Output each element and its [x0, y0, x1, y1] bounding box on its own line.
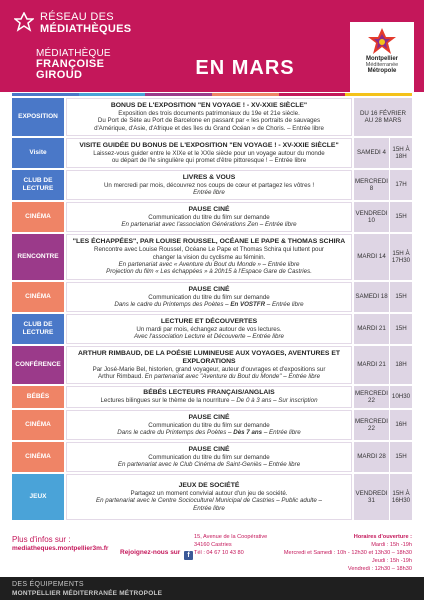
month-title: EN MARS: [170, 51, 320, 86]
event-text: En partenariat avec l'association Générations Zen – Entrée libre: [121, 221, 297, 228]
event-text: changer la vision du cyclisme au féminin.: [152, 253, 266, 261]
event-date-text: VENDREDI 31: [354, 474, 390, 520]
event-title: PAUSE CINÉ: [188, 445, 230, 453]
bottom-bar: [0, 577, 424, 600]
phone-number: Tél : 04 67 10 43 80: [194, 550, 244, 556]
event-description: [66, 98, 352, 136]
event-row: [12, 474, 412, 520]
event-text: Partagez un moment convivial autour d'un jeu de société.: [130, 490, 288, 498]
event-date-text: MERCREDI 22: [354, 386, 390, 408]
event-title: BONUS DE L'EXPOSITION "EN VOYAGE ! - XV-XXIE SIÈCLE": [110, 102, 308, 110]
event-row: [12, 234, 412, 280]
event-title: LIVRES & VOUS: [182, 173, 236, 181]
event-description: [66, 474, 352, 520]
event-date: [354, 410, 412, 440]
facebook-icon[interactable]: f: [184, 551, 193, 560]
event-date-text: MARDI 21: [354, 314, 390, 344]
event-text: Arthur Rimbaud.: [97, 373, 144, 380]
event-time-text: 16H: [395, 421, 407, 429]
event-title: ARTHUR RIMBAUD, DE LA POÉSIE LUMINEUSE AUX VOYAGES, AVENTURES ET EXPLORATIONS: [77, 349, 341, 365]
event-category: RENCONTRE: [12, 234, 64, 280]
event-row: [12, 170, 412, 200]
address-line1: 15, Avenue de la Coopérative: [194, 534, 268, 540]
event-date-text: MARDI 14: [354, 234, 390, 280]
event-date-text: SAMEDI 18: [354, 282, 390, 312]
metro-logo: [350, 22, 414, 94]
event-text: Du Port de Sète au Port de Barcelone en passant par « les portraits de sauvages: [97, 117, 321, 125]
event-row: [12, 202, 412, 232]
info-block: [12, 535, 108, 553]
event-time-text: 15H À 17H30: [391, 249, 411, 264]
event-date: [354, 386, 412, 408]
address-line2: 34160 Castries: [194, 542, 232, 548]
event-category: BÉBÉS: [12, 386, 64, 408]
event-time-text: 15H: [395, 453, 407, 461]
event-text: Lectures bilingues sur le thème de la nourriture –: [100, 397, 235, 405]
event-text: Entrée libre: [193, 189, 225, 196]
event-time-text: 17H: [395, 181, 407, 189]
event-text: Avec l'association Lecture et Découverte – Entrée libre: [134, 333, 284, 340]
event-title: BÉBÉS LECTEURS FRANÇAIS/ANGLAIS: [143, 389, 275, 397]
event-category: CONFÉRENCE: [12, 346, 64, 384]
address-block: [194, 533, 267, 557]
library-name: [36, 48, 111, 81]
event-category: CINÉMA: [12, 282, 64, 312]
metro-line3: Métropole: [367, 68, 397, 74]
library-name-line2: FRANÇOISE: [36, 58, 105, 70]
opening-hours: [284, 533, 412, 573]
event-text: Entrée libre: [193, 504, 225, 512]
event-date-text: VENDREDI 10: [354, 202, 390, 232]
event-description: [66, 138, 352, 168]
event-time-text: 15H À 18H: [392, 145, 410, 160]
event-description: [66, 346, 352, 384]
metro-line1: Montpellier: [365, 56, 398, 62]
event-description: [66, 314, 352, 344]
event-row: [12, 98, 412, 136]
event-row: [12, 314, 412, 344]
event-title: PAUSE CINÉ: [188, 285, 230, 293]
event-text: Projection du film « Les échappées » à 20h15 à l'Espace Gare de Castries.: [106, 268, 312, 276]
event-description: [66, 410, 352, 440]
event-time-text: 15H: [395, 213, 407, 221]
event-date-text: DU 16 FÉVRIER AU 28 MARS: [359, 109, 407, 124]
event-text: Communication du titre du film sur demande: [148, 293, 270, 301]
event-row: [12, 410, 412, 440]
event-time-text: 15H: [395, 293, 407, 301]
event-title: PAUSE CINÉ: [188, 413, 230, 421]
event-row: [12, 386, 412, 408]
event-description: [66, 442, 352, 472]
event-date-text: MERCREDI 8: [354, 170, 390, 200]
footer-info: [12, 533, 412, 577]
library-name-line1: MÉDIATHÈQUE: [36, 48, 111, 59]
event-date: [354, 98, 412, 136]
hours-line: Vendredi : 12h30 – 18h30: [347, 566, 412, 572]
metro-star-icon: [366, 26, 398, 56]
event-category: Visite: [12, 138, 64, 168]
event-title: PAUSE CINÉ: [188, 205, 230, 213]
hours-line: Mercredi et Samedi : 10h - 12h30 et 13h30 – 18h30: [283, 550, 412, 556]
event-category: CINÉMA: [12, 442, 64, 472]
event-text: – Entrée libre: [266, 301, 304, 308]
event-category: CLUB DE LECTURE: [12, 314, 64, 344]
event-title: LECTURE ET DÉCOUVERTES: [160, 317, 258, 325]
event-date-text: MERCREDI 22: [354, 410, 390, 440]
network-title: [40, 11, 131, 35]
event-text: d'Amérique, d'Asie, d'Afrique et des îles du Grand Océan » de Choris. – Entrée libre: [94, 124, 324, 132]
event-text-bold: En VOSTFR: [230, 301, 266, 308]
info-label: Plus d'infos sur :: [12, 535, 71, 544]
event-date: [354, 170, 412, 200]
event-category: CLUB DE LECTURE: [12, 170, 64, 200]
event-description: [66, 170, 352, 200]
event-time-text: 10H30: [391, 393, 411, 401]
event-text: ou départ de l'le singulière qui promet d'être pittoresque ! – Entrée libre: [111, 157, 307, 164]
event-text: Communication du titre du film sur demande: [148, 213, 270, 221]
event-text: Un mardi par mois, échangez autour de vos lectures.: [136, 325, 282, 333]
info-url-link[interactable]: mediatheques.montpellier3m.fr: [12, 545, 109, 552]
event-description: [66, 282, 352, 312]
event-category: JEUX: [12, 474, 64, 520]
event-date-text: MARDI 28: [354, 442, 390, 472]
event-text: Rencontre avec Louise Roussel, Océane Le Pape et Thomas Schira qui luttent pour: [94, 246, 324, 254]
hours-label: Horaires d'ouverture :: [353, 534, 412, 540]
bottom-line1: DES ÉQUIPEMENTS: [12, 581, 84, 588]
event-date: [354, 282, 412, 312]
event-text: Communication du titre du film sur demande: [148, 453, 270, 461]
color-stripe: [12, 93, 412, 96]
network-line2: MÉDIATHÈQUES: [40, 23, 132, 35]
event-text: En partenariat avec « Aventure du Bout du Monde » – Entrée libre: [118, 261, 300, 268]
event-category: CINÉMA: [12, 202, 64, 232]
event-row: [12, 346, 412, 384]
event-category: CINÉMA: [12, 410, 64, 440]
event-text: En partenariat avec le Club Cinéma de Saint-Geniès – Entrée libre: [117, 461, 301, 468]
network-logo-icon: [14, 12, 34, 32]
hours-line: Jeudi : 15h -19h: [371, 558, 412, 564]
event-time-text: 15H: [395, 325, 407, 333]
event-text: En partenariat avec le Centre Socioculturel Municipal de Castries – Public adulte –: [96, 497, 322, 505]
event-text: Dans le cadre du Printemps des Poètes –: [117, 429, 232, 436]
event-date: [354, 442, 412, 472]
library-name-line3: GIROUD: [36, 69, 83, 81]
event-text: Laissez-vous guider entre le XIXe et le XXIe siècle pour un voyage autour du monde: [93, 149, 325, 157]
event-row: [12, 442, 412, 472]
event-text: De 0 à 3 ans – Sur inscription: [236, 397, 318, 405]
event-title: "LES ÉCHAPPÉES", PAR LOUISE ROUSSEL, OCÉANE LE PAPE & THOMAS SCHIRA: [72, 238, 346, 246]
event-date: [354, 202, 412, 232]
event-date-text: SAMEDI 4: [354, 138, 390, 168]
network-line1: RÉSEAU DES: [40, 11, 114, 23]
event-description: [66, 202, 352, 232]
event-title: JEUX DE SOCIÉTÉ: [178, 482, 240, 490]
event-text: Dans le cadre du Printemps des Poètes –: [114, 301, 229, 308]
event-description: [66, 234, 352, 280]
event-description: [66, 386, 352, 408]
event-title: VISITE GUIDÉE DU BONUS DE L'EXPOSITION "EN VOYAGE ! - XV-XXIE SIÈCLE": [79, 141, 339, 149]
event-text: Exposition des trois documents patrimoniaux du 19e et 21e siècle.: [118, 110, 300, 118]
event-date: [354, 314, 412, 344]
event-date: [354, 234, 412, 280]
join-label: Rejoignez-nous sur: [120, 549, 181, 556]
event-text: En partenariat avec "Aventure du Bout du Monde" – Entrée libre: [144, 373, 321, 380]
event-text: Par José-Marie Bel, historien, grand voyageur, auteur d'ouvrages et d'expositions sur: [92, 365, 326, 373]
event-date: [354, 138, 412, 168]
event-row: [12, 138, 412, 168]
event-row: [12, 282, 412, 312]
event-text: Un mercredi par mois, découvrez nos coups de cœur et partagez les vôtres !: [103, 181, 315, 189]
event-time-text: 15H À 16H30: [391, 489, 411, 504]
hours-line: Mardi : 15h -19h: [371, 542, 412, 548]
event-date: [354, 346, 412, 384]
event-text-bold: Dès 7 ans: [233, 429, 263, 436]
event-text: Communication du titre du film sur demande: [148, 421, 270, 429]
bottom-line2: MONTPELLIER MÉDITERRANÉE MÉTROPOLE: [12, 590, 163, 597]
event-text: – Entrée libre: [263, 429, 301, 436]
event-date-text: MARDI 21: [354, 346, 390, 384]
event-category: EXPOSITION: [12, 98, 64, 136]
event-time-text: 18H: [395, 361, 407, 369]
metro-line2: Méditerranée: [365, 62, 399, 68]
event-date: [354, 474, 412, 520]
